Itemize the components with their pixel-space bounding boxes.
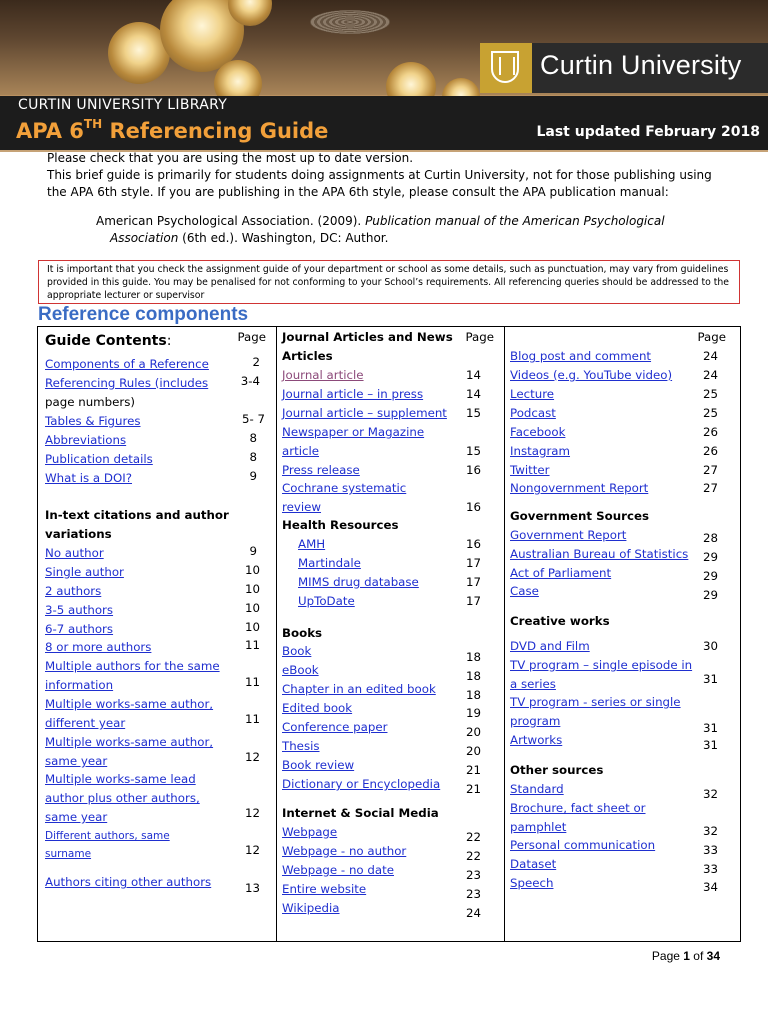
toc-link[interactable]: Single author xyxy=(45,565,124,579)
toc-link[interactable]: a series xyxy=(510,677,556,691)
toc-page: 12 xyxy=(244,806,260,820)
toc-page: 16 xyxy=(465,537,481,551)
toc-link[interactable]: No author xyxy=(45,546,104,560)
toc-link[interactable]: Artworks xyxy=(510,733,563,747)
toc-link[interactable]: Dataset xyxy=(510,857,557,871)
toc-section-heading: Creative works xyxy=(510,614,610,628)
toc-page: 10 xyxy=(244,601,260,615)
toc-link[interactable]: Case xyxy=(510,584,539,598)
toc-link[interactable]: Blog post and comment xyxy=(510,349,652,363)
toc-page: 27 xyxy=(702,481,718,495)
library-name: CURTIN UNIVERSITY LIBRARY xyxy=(18,97,228,113)
toc-link[interactable]: TV program - series or single xyxy=(510,695,681,709)
toc-page: 18 xyxy=(465,688,481,702)
toc-section-heading: Articles xyxy=(282,349,333,363)
toc-page: 24 xyxy=(702,368,718,382)
toc-link[interactable]: AMH xyxy=(298,537,326,551)
toc-link[interactable]: MIMS drug database xyxy=(298,575,419,589)
toc-page: 33 xyxy=(702,843,718,857)
toc-link[interactable]: Lecture xyxy=(510,387,555,401)
toc-page: 15 xyxy=(465,444,481,458)
apa-manual-citation: American Psychological Association. (2009). Publication manual of the American Psychological Association (6th ed.). Washington, DC: Author. xyxy=(96,214,665,245)
toc-link[interactable]: Facebook xyxy=(510,425,566,439)
intro-line: Please check that you are using the most up to date version. xyxy=(47,151,414,165)
toc-page: 26 xyxy=(702,425,718,439)
toc-section-heading: Journal Articles and News xyxy=(282,330,453,344)
toc-link[interactable]: Components of a Reference xyxy=(45,357,209,371)
toc-page: 29 xyxy=(702,550,718,564)
toc-link[interactable]: Nongovernment Report xyxy=(510,481,649,495)
toc-link[interactable]: Act of Parliament xyxy=(510,566,612,580)
toc-link[interactable]: same year xyxy=(45,810,108,824)
toc-link[interactable]: Edited book xyxy=(282,701,353,715)
toc-link[interactable]: same year xyxy=(45,754,108,768)
toc-page: 31 xyxy=(702,672,718,686)
toc-link[interactable]: Multiple works-same author, xyxy=(45,735,214,749)
toc-link[interactable]: different year xyxy=(45,716,126,730)
toc-link-continuation: page numbers) xyxy=(45,395,136,409)
page-number: Page 1 of 34 xyxy=(651,949,720,963)
toc-page: 11 xyxy=(244,675,260,689)
toc-page: 10 xyxy=(244,582,260,596)
toc-link[interactable]: Press release xyxy=(282,463,360,477)
toc-page: 18 xyxy=(465,650,481,664)
toc-link[interactable]: article xyxy=(282,444,320,458)
toc-link[interactable]: 3-5 authors xyxy=(45,603,114,617)
toc-link[interactable]: program xyxy=(510,714,561,728)
toc-link[interactable]: Videos (e.g. YouTube video) xyxy=(510,368,673,382)
toc-link[interactable]: Chapter in an edited book xyxy=(282,682,436,696)
toc-link[interactable]: author plus other authors, xyxy=(45,791,200,805)
toc-section-heading: Other sources xyxy=(510,763,604,777)
toc-link[interactable]: Authors citing other authors xyxy=(45,875,212,889)
toc-link[interactable]: Brochure, fact sheet or xyxy=(510,801,646,815)
toc-section-heading: variations xyxy=(45,527,112,541)
toc-link[interactable]: Book review xyxy=(282,758,355,772)
toc-page: 21 xyxy=(465,763,481,777)
university-name: Curtin University xyxy=(540,50,742,80)
warning-box: It is important that you check the assignment guide of your department or school as some details, such as punctuation, may vary from guidelines provided in this guide. You may be penalised for not conforming to your School’s requirements. All referencing queries should be addressed to the appropriate lecturer or supervisor xyxy=(38,260,740,304)
toc-page: 16 xyxy=(465,463,481,477)
toc-link[interactable]: Multiple works-same author, xyxy=(45,697,214,711)
toc-link[interactable]: review xyxy=(282,500,322,514)
toc-link[interactable]: eBook xyxy=(282,663,319,677)
toc-link[interactable]: Webpage - no date xyxy=(282,863,394,877)
last-updated: Last updated February 2018 xyxy=(536,124,760,140)
toc-page: 20 xyxy=(465,725,481,739)
toc-page: 13 xyxy=(244,881,260,895)
toc-page: 25 xyxy=(702,406,718,420)
toc-page: 11 xyxy=(244,712,260,726)
toc-section-heading: Government Sources xyxy=(510,509,649,523)
toc-page: 19 xyxy=(465,706,481,720)
toc-page: 8 xyxy=(249,431,257,445)
toc-page: 25 xyxy=(702,387,718,401)
page-column-header: Page xyxy=(697,330,726,344)
toc-page: 16 xyxy=(465,500,481,514)
toc-link[interactable]: Book xyxy=(282,644,312,658)
toc-page: 23 xyxy=(465,868,481,882)
contents-table xyxy=(37,326,741,942)
toc-page: 10 xyxy=(244,620,260,634)
page-column-header: Page xyxy=(237,330,266,344)
page-column-header: Page xyxy=(465,330,494,344)
ceiling-vent xyxy=(310,10,390,34)
toc-section-heading: In-text citations and author xyxy=(45,508,229,522)
toc-page: 9 xyxy=(249,544,257,558)
toc-link[interactable]: UpToDate xyxy=(298,594,355,608)
toc-page: 22 xyxy=(465,830,481,844)
toc-link[interactable]: Tables & Figures xyxy=(45,414,141,428)
toc-link[interactable]: 8 or more authors xyxy=(45,640,152,654)
toc-page: 29 xyxy=(702,588,718,602)
toc-link[interactable]: Twitter xyxy=(510,463,550,477)
toc-page: 28 xyxy=(702,531,718,545)
section-title: Reference components xyxy=(38,304,249,325)
toc-link[interactable]: Wikipedia xyxy=(282,901,340,915)
toc-page: 22 xyxy=(465,849,481,863)
toc-page: 24 xyxy=(465,906,481,920)
toc-link[interactable]: Journal article xyxy=(282,368,364,382)
toc-page: 17 xyxy=(465,575,481,589)
toc-page: 33 xyxy=(702,862,718,876)
toc-link[interactable]: Martindale xyxy=(298,556,361,570)
toc-page: 18 xyxy=(465,669,481,683)
toc-page: 11 xyxy=(244,638,260,652)
toc-link[interactable]: pamphlet xyxy=(510,820,567,834)
toc-page: 2 xyxy=(252,355,260,369)
toc-page: 12 xyxy=(244,750,260,764)
toc-section-heading: Internet & Social Media xyxy=(282,806,439,820)
toc-link[interactable]: Speech xyxy=(510,876,554,890)
toc-page: 31 xyxy=(702,738,718,752)
toc-page: 5- 7 xyxy=(241,412,265,426)
toc-page: 14 xyxy=(465,368,481,382)
toc-link[interactable]: TV program – single episode in xyxy=(510,658,693,672)
toc-page: 31 xyxy=(702,721,718,735)
intro-text xyxy=(47,150,722,201)
toc-link[interactable]: Webpage xyxy=(282,825,338,839)
toc-page: 32 xyxy=(702,787,718,801)
guide-contents-heading: Guide Contents: xyxy=(45,333,172,349)
toc-link[interactable]: What is a DOI? xyxy=(45,471,133,485)
toc-link[interactable]: Standard xyxy=(510,782,564,796)
toc-section-heading: Health Resources xyxy=(282,518,399,532)
toc-section-heading: Books xyxy=(282,626,323,640)
toc-link[interactable]: DVD and Film xyxy=(510,639,590,653)
toc-link[interactable]: 2 authors xyxy=(45,584,102,598)
toc-page: 21 xyxy=(465,782,481,796)
toc-link[interactable]: Multiple authors for the same xyxy=(45,659,220,673)
toc-page: 12 xyxy=(244,843,260,857)
toc-page: 30 xyxy=(702,639,718,653)
toc-link[interactable]: Conference paper xyxy=(282,720,388,734)
toc-page: 20 xyxy=(465,744,481,758)
guide-title: APA 6TH Referencing Guide xyxy=(16,117,329,143)
toc-link-multiline[interactable]: Referencing Rules (includes xyxy=(45,376,209,390)
toc-page: 17 xyxy=(465,594,481,608)
crest-icon xyxy=(480,43,532,93)
toc-link[interactable]: Instagram xyxy=(510,444,571,458)
toc-link[interactable]: surname xyxy=(45,848,92,860)
toc-link[interactable]: Journal article – supplement xyxy=(282,406,447,420)
toc-page: 27 xyxy=(702,463,718,477)
toc-page: 8 xyxy=(249,450,257,464)
toc-page: 24 xyxy=(702,349,718,363)
toc-link[interactable]: Entire website xyxy=(282,882,367,896)
toc-page: 14 xyxy=(465,387,481,401)
toc-page: 29 xyxy=(702,569,718,583)
toc-link[interactable]: Webpage - no author xyxy=(282,844,407,858)
toc-link[interactable]: Journal article – in press xyxy=(282,387,424,401)
toc-link[interactable]: Thesis xyxy=(282,739,320,753)
toc-link[interactable]: Government Report xyxy=(510,528,627,542)
toc-page: 34 xyxy=(702,880,718,894)
toc-page: 3-4 xyxy=(240,374,260,388)
toc-link[interactable]: Dictionary or Encyclopedia xyxy=(282,777,441,791)
toc-page: 15 xyxy=(465,406,481,420)
contents-column-2 xyxy=(276,327,505,941)
contents-column-1 xyxy=(38,327,277,941)
toc-page: 32 xyxy=(702,824,718,838)
toc-link[interactable]: Multiple works-same lead xyxy=(45,772,196,786)
toc-link[interactable]: Abbreviations xyxy=(45,433,127,447)
toc-link[interactable]: 6-7 authors xyxy=(45,622,114,636)
intro-line: This brief guide is primarily for students doing assignments at Curtin University, not for those publishing using the APA 6th style. If you are publishing in the APA 6th style, please consult the APA publication manual: xyxy=(47,168,712,199)
toc-page: 26 xyxy=(702,444,718,458)
toc-page: 23 xyxy=(465,887,481,901)
toc-page: 10 xyxy=(244,563,260,577)
toc-link[interactable]: information xyxy=(45,678,114,692)
toc-link[interactable]: Podcast xyxy=(510,406,556,420)
toc-link[interactable]: Different authors, same xyxy=(45,830,170,842)
toc-link[interactable]: Newspaper or Magazine xyxy=(282,425,425,439)
toc-link[interactable]: Australian Bureau of Statistics xyxy=(510,547,689,561)
toc-link[interactable]: Cochrane systematic xyxy=(282,481,407,495)
toc-page: 17 xyxy=(465,556,481,570)
contents-column-3 xyxy=(504,327,740,941)
toc-page: 9 xyxy=(249,469,257,483)
toc-link[interactable]: Publication details xyxy=(45,452,153,466)
toc-link[interactable]: Personal communication xyxy=(510,838,656,852)
